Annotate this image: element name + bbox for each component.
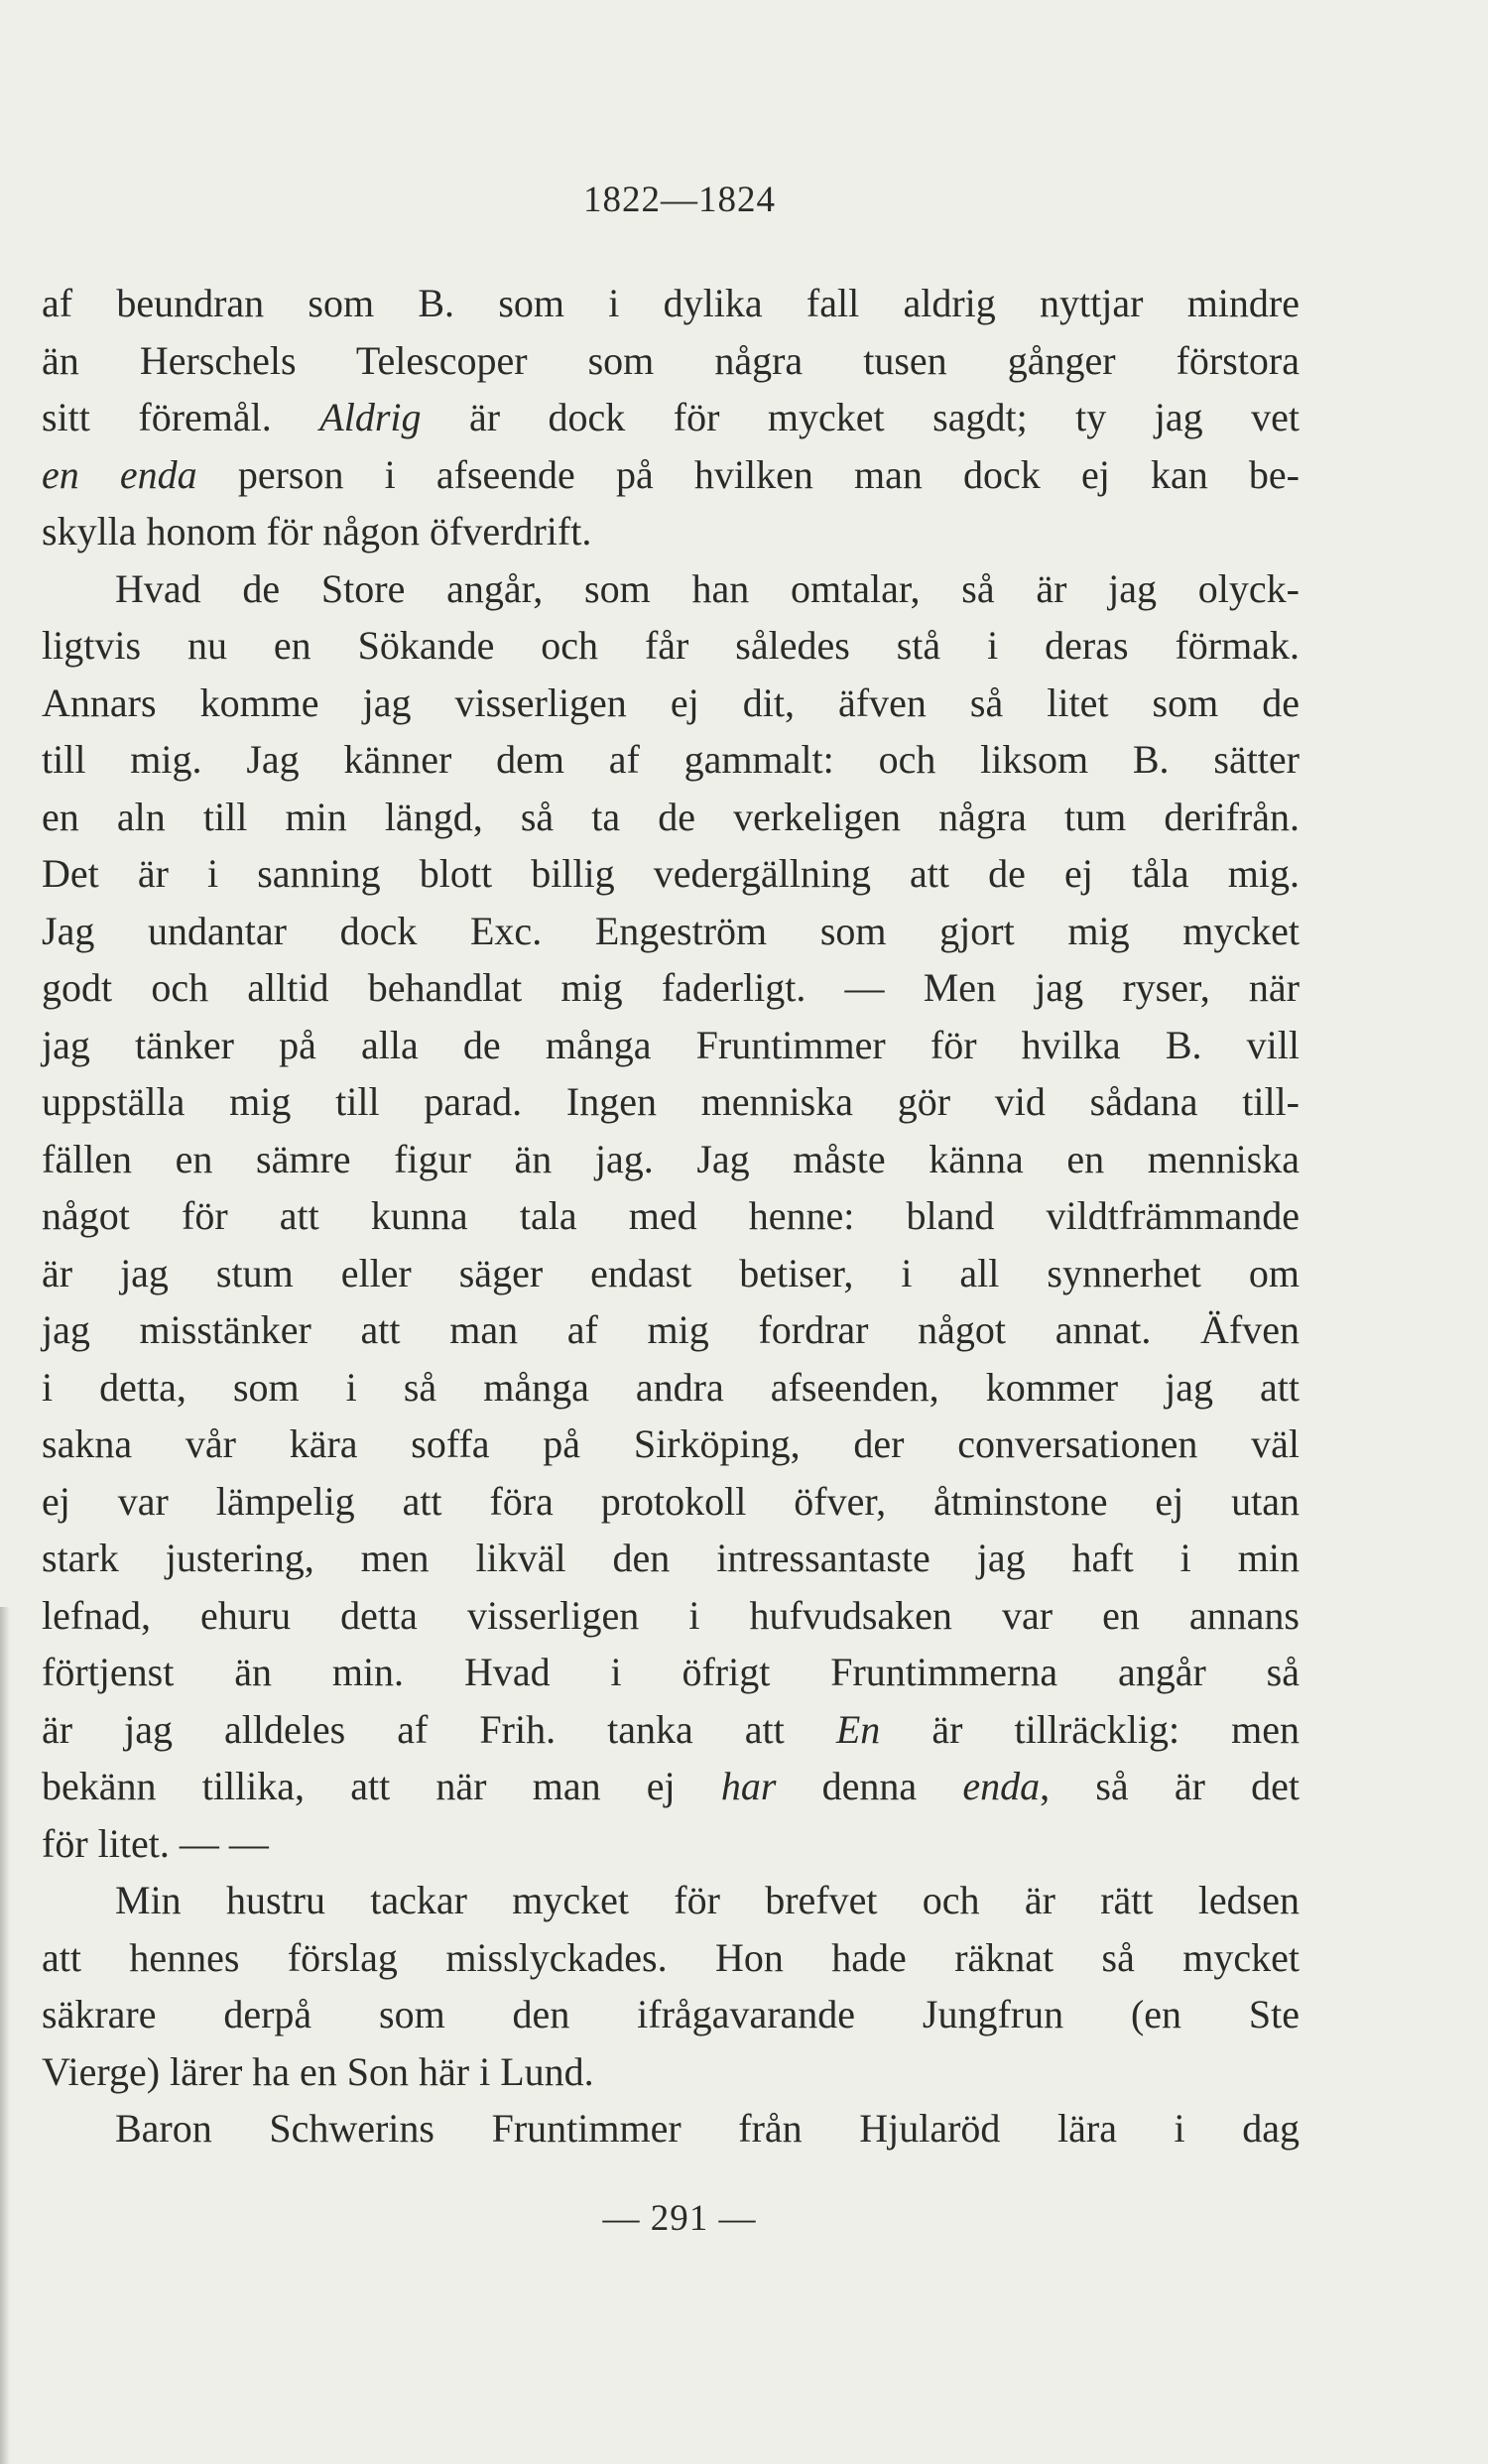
text-line: Vierge) lärer ha en Son här i Lund. — [42, 2048, 594, 2094]
text-line: förtjenst än min. Hvad i öfrigt Fruntimmerna angår så — [42, 1650, 1300, 1694]
page-number: — 291 — — [602, 2198, 757, 2239]
text-line: för litet. — — — [42, 1820, 269, 1866]
page-edge-shadow — [0, 1607, 10, 2464]
italic-emphasis: Aldrig — [319, 395, 422, 439]
text-line: uppställa mig till parad. Ingen menniska gör vid sådana till- — [42, 1079, 1300, 1124]
text-line: något för att kunna tala med henne: bland vildtfrämmande — [42, 1193, 1300, 1238]
italic-emphasis: En — [835, 1706, 881, 1752]
text-line: sakna vår kära soffa på Sirköping, der conversationen väl — [42, 1421, 1300, 1466]
text-line: jag tänker på alla de många Fruntimmer för hvilka B. vill — [42, 1022, 1300, 1067]
text-line: lefnad, ehuru detta visserligen i hufvudsaken var en annans — [42, 1592, 1300, 1638]
text-line: är jag stum eller säger endast betiser, i all synnerhet om — [42, 1250, 1300, 1295]
text-line: jag misstänker att man af mig fordrar något annat. Äfven — [42, 1307, 1300, 1352]
body-text — [42, 275, 1300, 2157]
text-line: ej var lämpelig att föra protokoll öfver, åtminstone ej utan — [42, 1478, 1300, 1524]
text-line: af beundran som B. som i dylika fall aldrig nyttjar mindre — [42, 281, 1300, 325]
text-line: fällen en sämre figur än jag. Jag måste känna en menniska — [42, 1136, 1300, 1181]
text-line: en aln till min längd, så ta de verkeligen några tum derifrån. — [42, 794, 1300, 839]
paragraph-start-line: Hvad de Store angår, som han omtalar, så är jag olyck- — [115, 565, 1300, 611]
text-line: Annars komme jag visserligen ej dit, äfven så litet som de — [42, 679, 1300, 725]
text-line: till mig. Jag känner dem af gammalt: och liksom B. sätter — [42, 737, 1300, 782]
text-line: en enda person i afseende på hvilken man dock ej kan be- — [42, 451, 1300, 497]
text-line: Jag undantar dock Exc. Engeström som gjort mig mycket — [42, 908, 1300, 953]
text-line: sitt föremål. Aldrig är dock för mycket sagdt; ty jag vet — [42, 395, 1300, 439]
italic-emphasis: enda — [962, 1764, 1041, 1808]
paragraph-start-line: Min hustru tackar mycket för brefvet och är rätt ledsen — [115, 1878, 1300, 1922]
text-line: säkrare derpå som den ifrågavarande Jungfrun (en Ste — [42, 1992, 1300, 2036]
paragraph-start-line: Baron Schwerins Fruntimmer från Hjularöd lära i dag — [115, 2106, 1300, 2151]
italic-emphasis: har — [720, 1764, 777, 1808]
text-line: är jag alldeles af Frih. tanka att En är tillräcklig: men — [42, 1706, 1301, 1752]
italic-emphasis: en enda — [42, 451, 197, 497]
running-head: 1822—1824 — [583, 180, 776, 220]
text-line: skylla honom för någon öfverdrift. — [42, 509, 592, 554]
text-line: än Herschels Telescoper som några tusen gånger förstora — [42, 337, 1300, 383]
text-line: att hennes förslag misslyckades. Hon hade räknat så mycket — [42, 1934, 1300, 1980]
text-line: stark justering, men likväl den intressantaste jag haft i min — [42, 1536, 1300, 1580]
text-line: bekänn tillika, att när man ej har denna enda, så är det — [42, 1764, 1301, 1808]
text-line: ligtvis nu en Sökande och får således stå i deras förmak. — [42, 623, 1300, 668]
text-line: Det är i sanning blott billig vedergällning att de ej tåla mig. — [42, 851, 1300, 896]
text-line: godt och alltid behandlat mig faderligt. — Men jag ryser, när — [42, 965, 1300, 1010]
text-line: i detta, som i så många andra afseenden, kommer jag att — [42, 1364, 1300, 1410]
